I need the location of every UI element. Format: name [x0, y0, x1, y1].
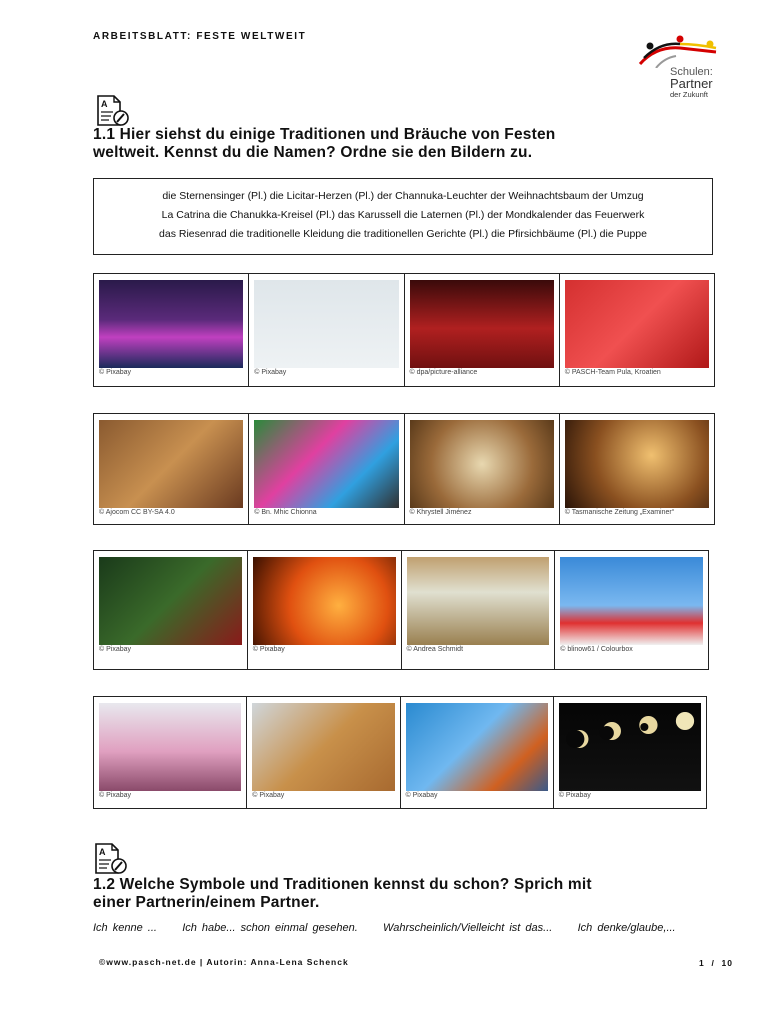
- image-cell: [555, 551, 708, 669]
- photo-credit: © Pixabay: [558, 792, 591, 799]
- image-cell: [554, 697, 706, 808]
- word-bank-line-3: das Riesenrad die traditionelle Kleidung die traditionellen Gerichte (Pl.) die Pfirsichbäume (Pl.) die Puppe: [159, 228, 647, 240]
- image-cell: [94, 697, 247, 808]
- image-cell: [94, 414, 249, 524]
- logo-line-2: Partner: [670, 76, 713, 91]
- image-row-2: [93, 413, 715, 525]
- photo-credit: © Pixabay: [405, 792, 438, 799]
- moon-phases-icon: [559, 703, 701, 791]
- menorah-photo: [410, 280, 554, 368]
- image-row-1: [93, 273, 715, 387]
- image-cell: [405, 274, 560, 386]
- image-cell: [401, 697, 554, 808]
- svg-text:A: A: [101, 99, 108, 109]
- la-catrina-photo: [410, 420, 554, 508]
- image-row-3: [93, 550, 709, 670]
- doll-photo: [560, 557, 703, 645]
- schulen-partner-logo: [636, 32, 720, 98]
- dreidel-photo: [252, 703, 394, 791]
- photo-credit: © PASCH-Team Pula, Kroatien: [564, 369, 661, 376]
- christmas-tree-photo: [99, 557, 242, 645]
- fireworks-photo: [99, 280, 243, 368]
- photo-credit: © Andrea Schmidt: [406, 646, 464, 653]
- logo-line-3: der Zukunft: [670, 90, 708, 99]
- logo-swoosh-icon: [636, 32, 720, 68]
- task-2-heading-line-1: 1.2 Welche Symbole und Traditionen kennst du schon? Sprich mit: [93, 876, 592, 893]
- task-1-heading: [93, 126, 713, 162]
- photo-credit: © Tasmanische Zeitung „Examiner“: [564, 509, 675, 516]
- svg-text:A: A: [99, 847, 106, 857]
- task-1-heading-line-1: 1.1 Hier siehst du einige Traditionen und Bräuche von Festen: [93, 126, 556, 143]
- footer-credit: ©www.pasch-net.de | Autorin: Anna-Lena Schenck: [99, 957, 349, 967]
- task-2-heading-line-2: einer Partnerin/einem Partner.: [93, 894, 320, 911]
- image-cell: [249, 414, 404, 524]
- word-bank: [93, 178, 713, 255]
- photo-credit: © Bn. Mhic Chionna: [254, 509, 317, 516]
- photo-credit: © Pixabay: [99, 369, 132, 376]
- ferris-wheel-photo: [254, 280, 398, 368]
- image-row-4: [93, 696, 707, 809]
- licitar-hearts-photo: [565, 280, 709, 368]
- image-cell: [94, 551, 248, 669]
- photo-credit: © dpa/picture-alliance: [409, 369, 478, 376]
- image-cell: [248, 551, 402, 669]
- carol-singers-photo: [565, 420, 709, 508]
- image-cell: [560, 274, 714, 386]
- writing-task-icon: [95, 94, 129, 128]
- logo-line-1: Schulen:: [670, 66, 713, 78]
- photo-credit: © blinow61 / Colourbox: [560, 646, 633, 653]
- worksheet-title: ARBEITSBLATT: FESTE WELTWEIT: [93, 31, 307, 42]
- photo-credit: © Pixabay: [252, 646, 285, 653]
- word-bank-line-2: La Catrina die Chanukka-Kreisel (Pl.) das Karussell die Laternen (Pl.) der Mondkalender das Feuerwerk: [161, 209, 645, 221]
- peach-trees-photo: [99, 703, 241, 791]
- image-cell: [402, 551, 556, 669]
- task-2-heading: [93, 876, 713, 912]
- photo-credit: © Pixabay: [254, 369, 287, 376]
- moon-phases-photo: [559, 703, 701, 791]
- image-cell: [247, 697, 400, 808]
- traditional-dishes-photo: [99, 420, 243, 508]
- image-cell: [94, 274, 249, 386]
- image-cell: [249, 274, 404, 386]
- photo-credit: © Pixabay: [99, 792, 132, 799]
- parade-photo: [254, 420, 398, 508]
- image-cell: [560, 414, 714, 524]
- traditional-clothing-photo: [407, 557, 550, 645]
- photo-credit: © Pixabay: [99, 646, 132, 653]
- lanterns-photo: [253, 557, 396, 645]
- page-number: 1 / 10: [699, 958, 733, 968]
- phrase-prompts: Ich kenne ... Ich habe... schon einmal gesehen. Wahrscheinlich/Vielleicht ist das... Ich denke/glaube,...: [93, 922, 676, 934]
- word-bank-line-1: die Sternensinger (Pl.) die Licitar-Herzen (Pl.) der Channuka-Leuchter der Weihnachtsbaum der Umzug: [162, 190, 644, 202]
- writing-task-icon: [93, 842, 127, 876]
- photo-credit: © Khrystell Jiménez: [409, 509, 472, 516]
- photo-credit: © Ajocom CC BY-SA 4.0: [99, 509, 175, 516]
- task-1-heading-line-2: weltweit. Kennst du die Namen? Ordne sie den Bildern zu.: [93, 144, 533, 161]
- photo-credit: © Pixabay: [252, 792, 285, 799]
- carousel-photo: [406, 703, 548, 791]
- image-cell: [405, 414, 560, 524]
